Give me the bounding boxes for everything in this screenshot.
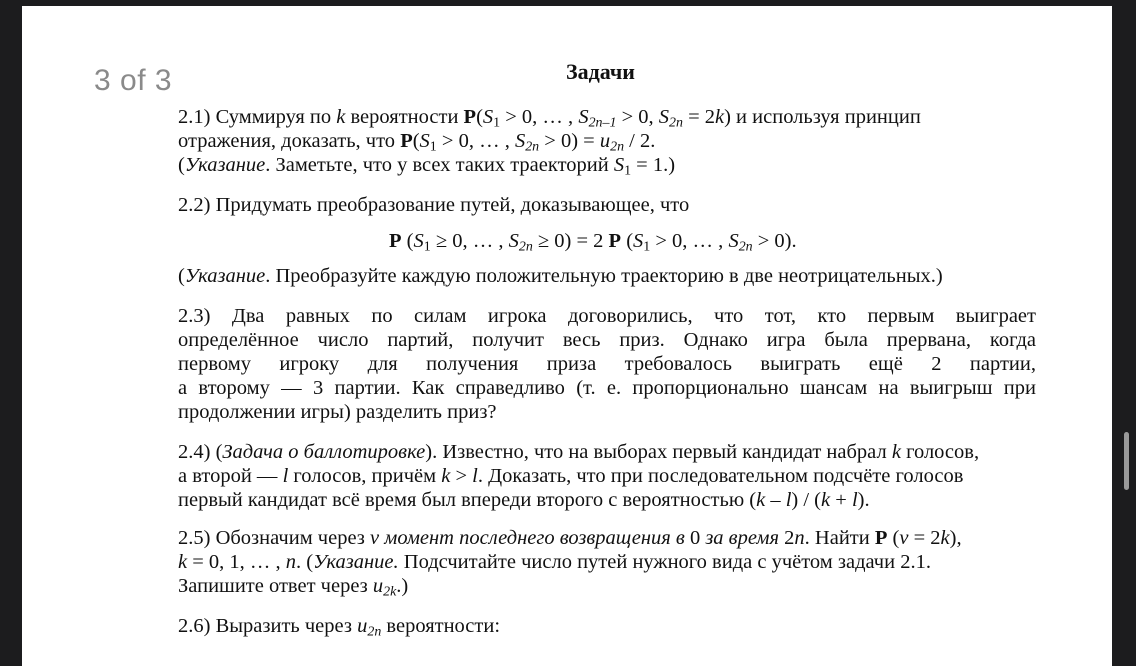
- vertical-scrollbar[interactable]: [1124, 432, 1129, 490]
- problem-2-1: 2.1) Суммируя по k вероятности $P(S_1 > 0$, … , $S_{2n-1} > 0$, $S_{2n} = 2k$) и используя принцип отражения, доказать, что $P(S_1 > 0$, … , $S_{2n} > 0) = u_{2n} / 2$. (Указание. Заметьте, что у всех таких траекторий $S_1 = 1$.): [178, 106, 921, 179]
- page-indicator: 3 of 3: [94, 64, 173, 97]
- problem-2-4: 2.4) (Задача о баллотировке). Известно, что на выборах первый кандидат набрал k голосов, а второй — l голосов, причём k > l. Доказать, что при последовательном подсчёте голосов первый кандидат всё время был впереди второго с вероятностью (k – l) / (k + l).: [178, 441, 980, 511]
- formula-2-2: P ($S_1 \ge 0$, … , $S_{2n} \ge 0) = 2$ P ($S_1 > 0$, … , $S_{2n} > 0$).: [389, 230, 797, 255]
- problem-2-5: 2.5) Обозначим через ν момент последнего возвращения в 0 за время 2n. Найти P (ν = 2k), k = 0, 1, … , n. (Указание. Подсчитайте число путей нужного вида с учётом задачи 2.1. Запишите ответ через $u_{2k}$.): [178, 527, 962, 600]
- problem-2-6: 2.6) Выразить через $u_{2n}$ вероятности:: [178, 615, 501, 640]
- problem-2-3: 2.3) Два равных по силам игрока договорились, что тот, кто первым выиграет определённое число партий, получит весь приз. Однако игра была прервана, когда первому игроку для получения приза требовалось выиграть ещё 2 партии, а второму — 3 партии. Как справедливо (т. е. пропорционально шансам на выигрыш при продолжении игры) разделить приз?: [178, 305, 1036, 423]
- hint-2-2: (Указание. Преобразуйте каждую положительную траекторию в две неотрицательных.): [178, 265, 943, 287]
- page-title: Задачи: [566, 59, 635, 84]
- problem-2-2: 2.2) Придумать преобразование путей, доказывающее, что: [178, 194, 690, 216]
